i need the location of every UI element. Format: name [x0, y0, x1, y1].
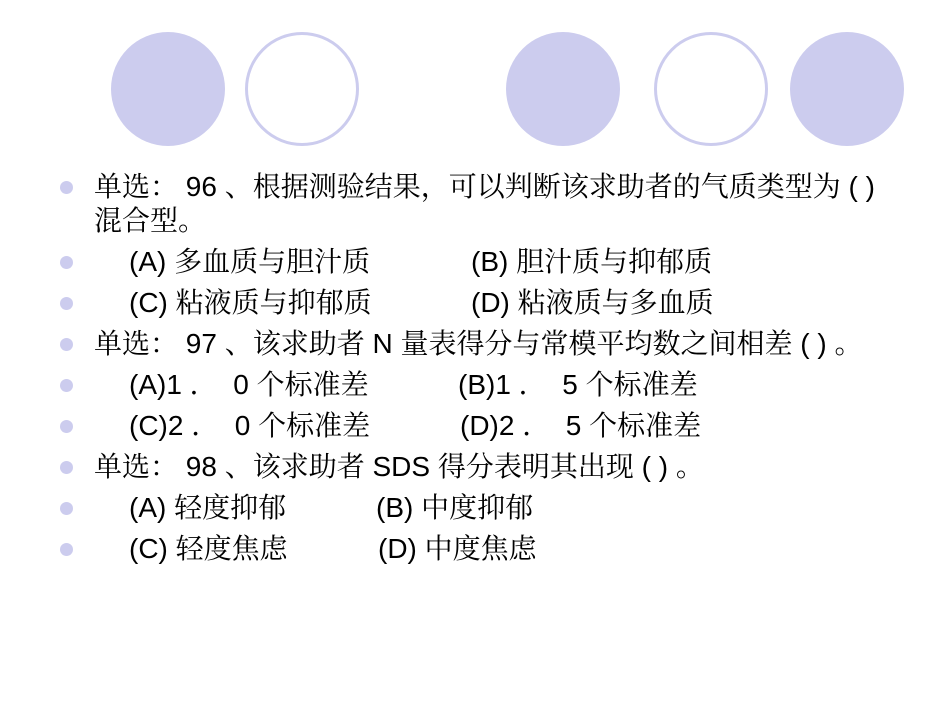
option-a: (A)1 ． 0 个标准差	[129, 369, 369, 400]
option-d: (D) 中度焦虑	[378, 533, 537, 564]
option-b: (B) 中度抑郁	[376, 492, 534, 523]
option-c: (C) 粘液质与抑郁质	[129, 287, 372, 318]
bullet-dot-icon	[60, 297, 73, 310]
bullet-dot-icon	[60, 420, 73, 433]
bullet-dot-icon	[60, 338, 73, 351]
question-stem	[60, 327, 890, 361]
option-c: (C)2 ． 0 个标准差	[129, 410, 371, 441]
option-c: (C) 轻度焦虑	[129, 533, 288, 564]
options-row	[60, 491, 890, 525]
options-row	[60, 532, 890, 566]
decorative-circle-outline	[245, 32, 359, 146]
option-a: (A) 轻度抑郁	[129, 492, 287, 523]
bullet-dot-icon	[60, 461, 73, 474]
question-text: 单选： 97 、该求助者 N 量表得分与常模平均数之间相差 ( ) 。	[94, 328, 863, 359]
decorative-circle-outline	[654, 32, 768, 146]
question-stem	[60, 170, 890, 238]
question-stem	[60, 450, 890, 484]
decorative-circle-filled	[790, 32, 904, 146]
option-d: (D)2 ． 5 个标准差	[460, 410, 702, 441]
bullet-dot-icon	[60, 543, 73, 556]
bullet-dot-icon	[60, 181, 73, 194]
option-d: (D) 粘液质与多血质	[471, 287, 714, 318]
decorative-circle-filled	[506, 32, 620, 146]
question-text: 单选： 96 、根据测验结果，可以判断该求助者的气质类型为 ( ) 混合型。	[94, 171, 875, 236]
option-b: (B) 胆汁质与抑郁质	[471, 246, 713, 277]
question-text: 单选： 98 、该求助者 SDS 得分表明其出现 ( ) 。	[94, 451, 704, 482]
options-row	[60, 245, 890, 279]
bullet-dot-icon	[60, 502, 73, 515]
decorative-circle-filled	[111, 32, 225, 146]
options-row	[60, 368, 890, 402]
options-row	[60, 286, 890, 320]
option-b: (B)1 ． 5 个标准差	[458, 369, 698, 400]
option-a: (A) 多血质与胆汁质	[129, 246, 371, 277]
bullet-list	[60, 170, 890, 573]
bullet-dot-icon	[60, 256, 73, 269]
bullet-dot-icon	[60, 379, 73, 392]
options-row	[60, 409, 890, 443]
